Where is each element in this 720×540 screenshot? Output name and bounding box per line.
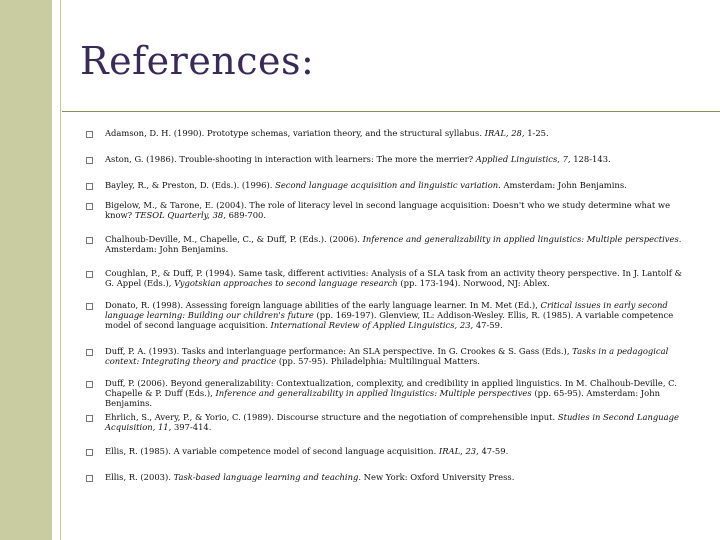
reference-segment: Bayley, R., & Preston, D. (Eds.). (1996). (105, 180, 276, 190)
reference-segment: Chalhoub-Deville, M., Chapelle, C., & Duff, P. (Eds.). (2006). (105, 234, 363, 244)
reference-segment: (pp. 57-95). Philadelphia: Multilingual Matters. (276, 356, 480, 366)
reference-segment: (pp. 169-197). Glenview, IL: Addison-Wesley. Ellis, R. (1985). A variable competence model of second language acquisition. (105, 310, 674, 330)
square-bullet-icon (86, 157, 93, 164)
square-bullet-icon (86, 349, 93, 356)
reference-segment: Aston, G. (1986). Trouble-shooting in interaction with learners: The more the merrier? (105, 154, 476, 164)
reference-segment: Ellis, R. (2003). (105, 472, 174, 482)
reference-segment: 1-25. (524, 128, 549, 138)
reference-text (105, 300, 690, 330)
reference-segment: Ehrlich, S., Avery, P., & Yorio, C. (1989). Discourse structure and the negotiation of comprehensible input. (105, 412, 558, 422)
reference-segment: Amsterdam: John Benjamins. (500, 180, 627, 190)
reference-text (105, 412, 690, 432)
reference-text (105, 154, 690, 164)
reference-text (105, 200, 690, 220)
reference-italic-segment: IRAL, 28, (484, 128, 525, 138)
reference-text (105, 446, 690, 456)
square-bullet-icon (86, 183, 93, 190)
reference-italic-segment: International Review of Applied Linguistics, 23, (270, 320, 474, 330)
square-bullet-icon (86, 303, 93, 310)
reference-segment: Ellis, R. (1985). A variable competence model of second language acquisition. (105, 446, 439, 456)
reference-segment: (pp. 65-95). Amsterdam: John Benjamins. (105, 388, 660, 408)
square-bullet-icon (86, 131, 93, 138)
reference-italic-segment: Studies in Second Language Acquisition, 11, (105, 412, 679, 432)
reference-italic-segment: Applied Linguistics, 7, (475, 154, 571, 164)
square-bullet-icon (86, 449, 93, 456)
reference-segment: Duff, P. (2006). Beyond generalizability: Contextualization, complexity, and credibility in applied linguistics. In M. Chalhoub-Deville, C. Chapelle & P. Duff (Eds.), (105, 378, 677, 398)
square-bullet-icon (86, 381, 93, 388)
reference-segment: 47-59. (473, 320, 503, 330)
reference-segment: 397-414. (171, 422, 212, 432)
reference-segment: Amsterdam: John Benjamins. (105, 244, 229, 254)
reference-segment: Donato, R. (1998). Assessing foreign language abilities of the early language learner. In M. Met (Ed.), (105, 300, 541, 310)
reference-text (105, 128, 690, 138)
reference-segment: Duff, P. A. (1993). Tasks and interlanguage performance: An SLA perspective. In G. Crookes & S. Gass (Eds.), (105, 346, 573, 356)
square-bullet-icon (86, 237, 93, 244)
reference-segment: Adamson, D. H. (1990). Prototype schemas, variation theory, and the structural syllabus. (105, 128, 485, 138)
reference-segment: New York: Oxford University Press. (361, 472, 515, 482)
reference-italic-segment: Inference and generalizability in applied linguistics: Multiple perspectives. (362, 234, 682, 244)
reference-segment: 128-143. (570, 154, 611, 164)
square-bullet-icon (86, 203, 93, 210)
reference-italic-segment: TESOL Quarterly, 38, (134, 210, 226, 220)
reference-text (105, 346, 690, 366)
reference-segment: 689-700. (225, 210, 267, 220)
reference-italic-segment: Second language acquisition and linguistic variation. (275, 180, 501, 190)
reference-text (105, 180, 690, 190)
reference-italic-segment: Vygotskian approaches to second language research (174, 278, 398, 288)
square-bullet-icon (86, 415, 93, 422)
reference-italic-segment: Task-based language learning and teaching. (173, 472, 362, 482)
reference-text (105, 472, 690, 482)
reference-segment: Coughlan, P., & Duff, P. (1994). Same task, different activities: Analysis of a SLA task from an activity theory perspective. In J. Lantolf & G. Appel (Eds.), (105, 268, 682, 288)
reference-text (105, 234, 690, 254)
reference-italic-segment: Critical issues in early second language learning: Building our children's future (105, 300, 668, 320)
reference-italic-segment: IRAL, 23, (438, 446, 479, 456)
square-bullet-icon (86, 271, 93, 278)
slide-title: References: (80, 39, 315, 83)
reference-segment: Bigelow, M., & Tarone, E. (2004). The role of literacy level in second language acquisition: Doesn't who we study determine what we know? (105, 200, 671, 220)
reference-text (105, 268, 690, 288)
reference-text (105, 378, 690, 408)
square-bullet-icon (86, 475, 93, 482)
reference-italic-segment: Inference and generalizability in applied linguistics: Multiple perspectives (215, 388, 532, 398)
reference-italic-segment: Tasks in a pedagogical context: Integrating theory and practice (105, 346, 669, 366)
reference-segment: 47-59. (478, 446, 509, 456)
reference-segment: (pp. 173-194). Norwood, NJ: Ablex. (397, 278, 550, 288)
